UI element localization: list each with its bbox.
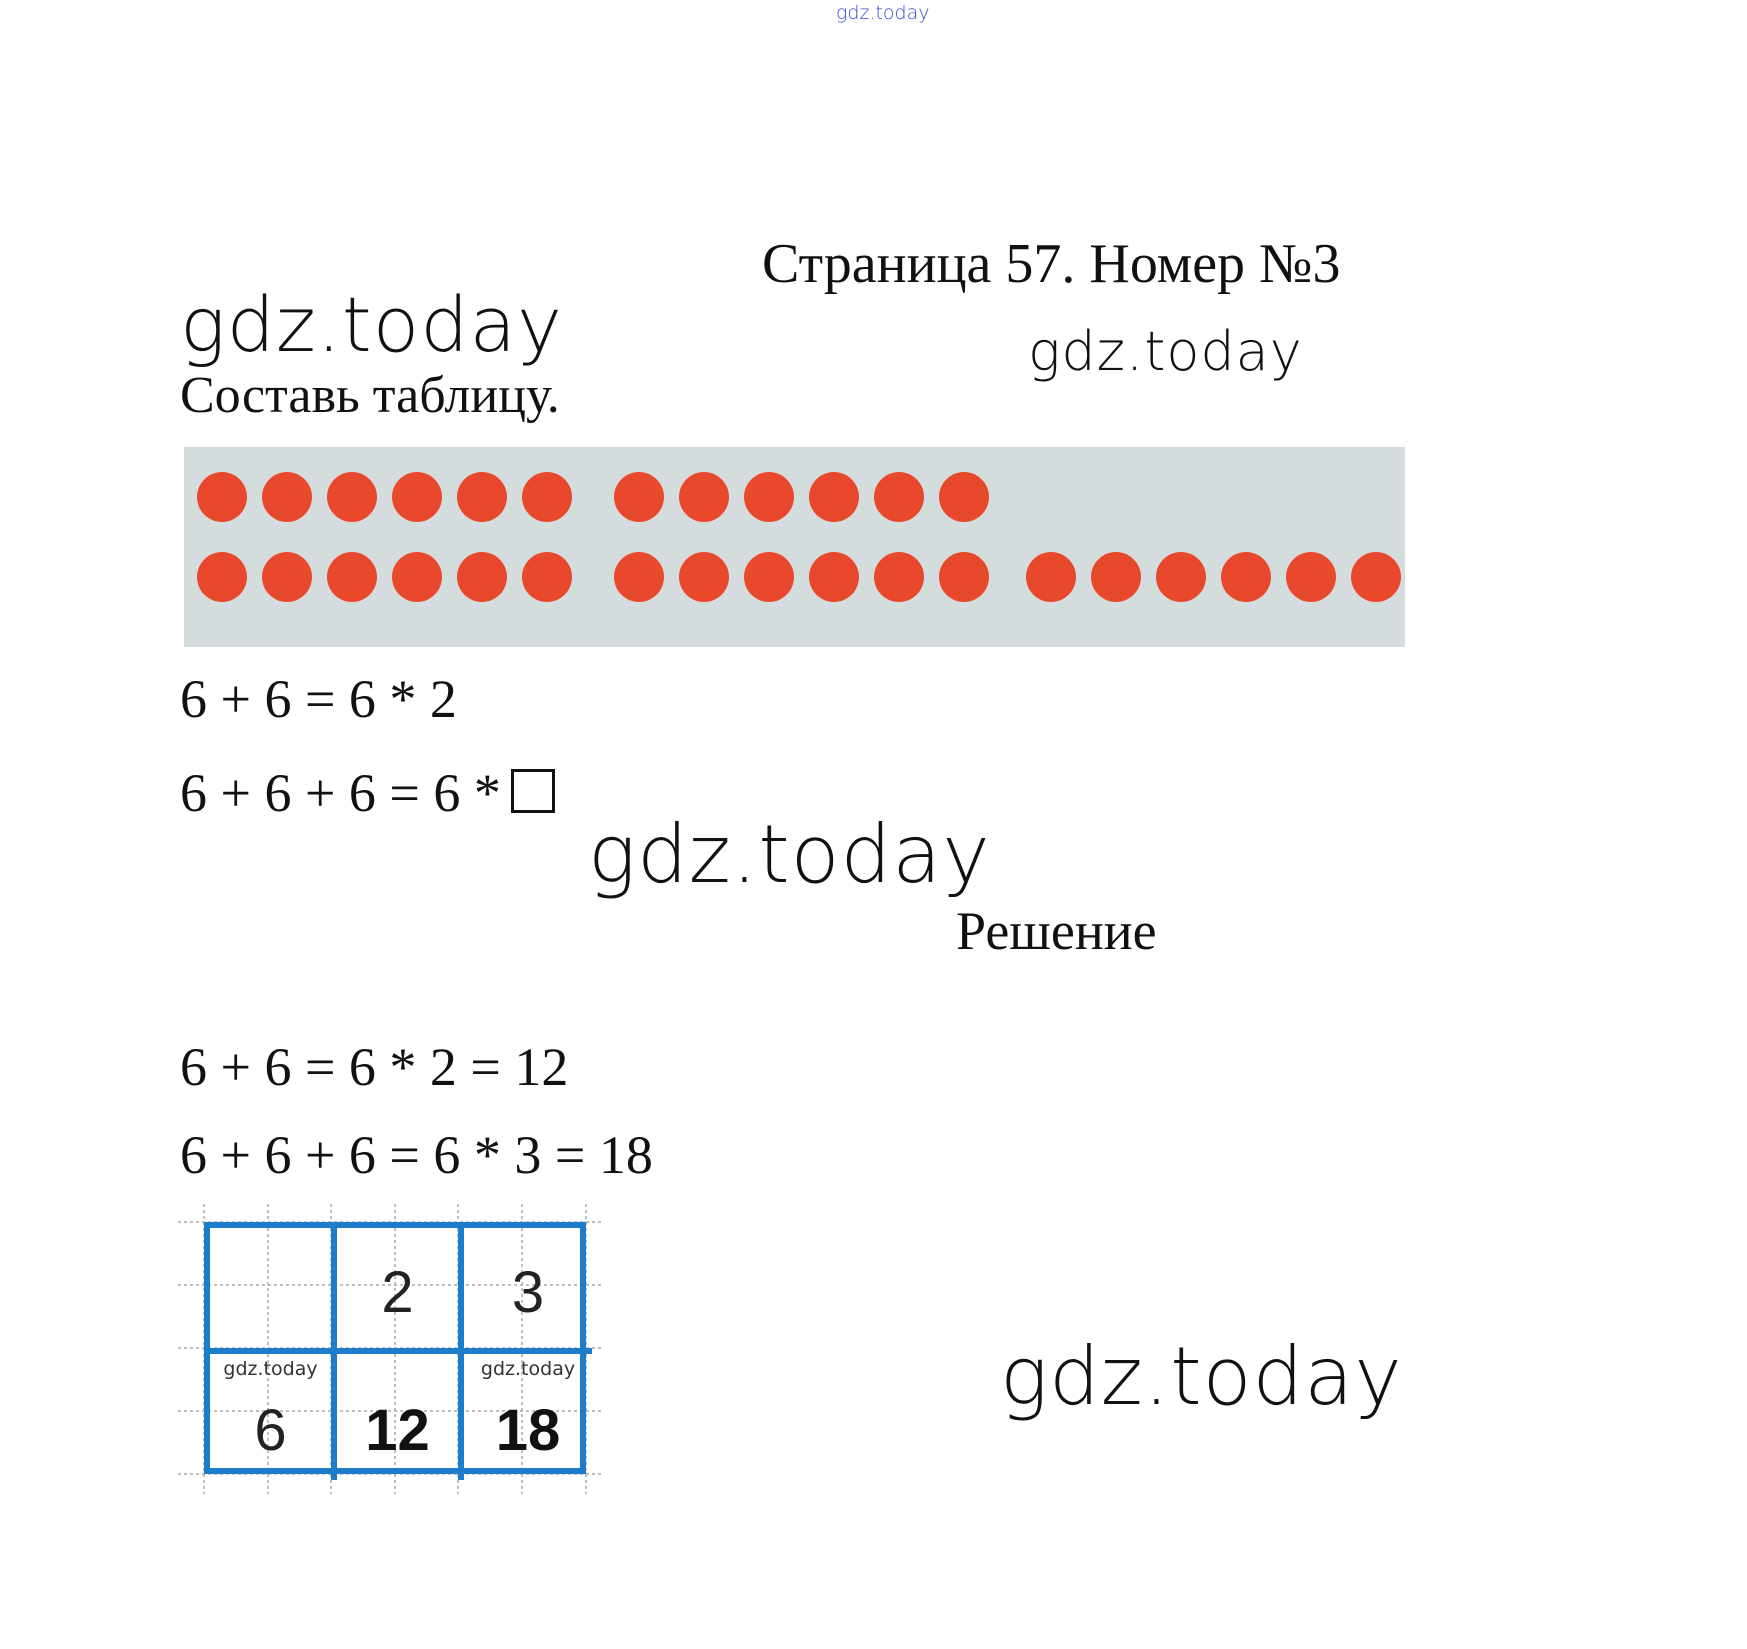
solution-line-1: 6 + 6 = 6 * 2 = 12	[180, 1037, 569, 1097]
dot	[1286, 552, 1336, 602]
dot	[1026, 552, 1076, 602]
table-cell-18	[464, 1354, 592, 1480]
dot	[679, 552, 729, 602]
dot	[522, 472, 572, 522]
dot	[939, 472, 989, 522]
watermark-large-4: gdz.today	[1000, 1330, 1403, 1423]
solution-table	[178, 1204, 602, 1494]
dot	[392, 552, 442, 602]
dot	[327, 552, 377, 602]
watermark-large-1: gdz.today	[180, 280, 563, 369]
page-title: Страница 57. Номер №3	[762, 233, 1341, 295]
table-header-2: 2	[337, 1228, 464, 1354]
table-cell-12: 12	[337, 1354, 464, 1480]
task-instruction: Составь таблицу.	[180, 367, 560, 424]
dot	[939, 552, 989, 602]
dot	[1221, 552, 1271, 602]
dot	[457, 552, 507, 602]
dot	[679, 472, 729, 522]
dot	[262, 552, 312, 602]
dot	[392, 472, 442, 522]
dot	[614, 472, 664, 522]
dot	[522, 552, 572, 602]
dot	[197, 552, 247, 602]
table-row-head-6	[210, 1354, 337, 1480]
dot	[809, 552, 859, 602]
watermark-large-2: gdz.today	[1028, 320, 1303, 383]
watermark-top: gdz.today	[836, 2, 930, 24]
dot	[262, 472, 312, 522]
dot	[1156, 552, 1206, 602]
dot	[457, 472, 507, 522]
dot	[874, 552, 924, 602]
task-equation-2	[180, 762, 555, 824]
table-row-head-value: 6	[254, 1397, 287, 1463]
dot	[744, 552, 794, 602]
dots-illustration	[184, 447, 1405, 647]
dot	[809, 472, 859, 522]
task-equation-2-text: 6 + 6 + 6 = 6 *	[180, 763, 501, 823]
table-header-3: 3	[464, 1228, 592, 1354]
dot	[744, 472, 794, 522]
cell-watermark-1: gdz.today	[223, 1358, 318, 1380]
task-equation-1: 6 + 6 = 6 * 2	[180, 669, 457, 729]
cell-watermark-2: gdz.today	[480, 1358, 576, 1380]
table-header-empty	[210, 1228, 337, 1354]
solution-heading: Решение	[956, 901, 1157, 961]
multiplication-table	[204, 1222, 586, 1474]
dot	[614, 552, 664, 602]
dot	[1091, 552, 1141, 602]
answer-box-placeholder	[511, 769, 555, 813]
dot	[874, 472, 924, 522]
solution-line-2: 6 + 6 + 6 = 6 * 3 = 18	[180, 1125, 653, 1185]
watermark-large-3: gdz.today	[588, 808, 991, 901]
dot	[327, 472, 377, 522]
table-cell-18-value: 18	[495, 1397, 561, 1463]
dot	[1351, 552, 1401, 602]
dot	[197, 472, 247, 522]
